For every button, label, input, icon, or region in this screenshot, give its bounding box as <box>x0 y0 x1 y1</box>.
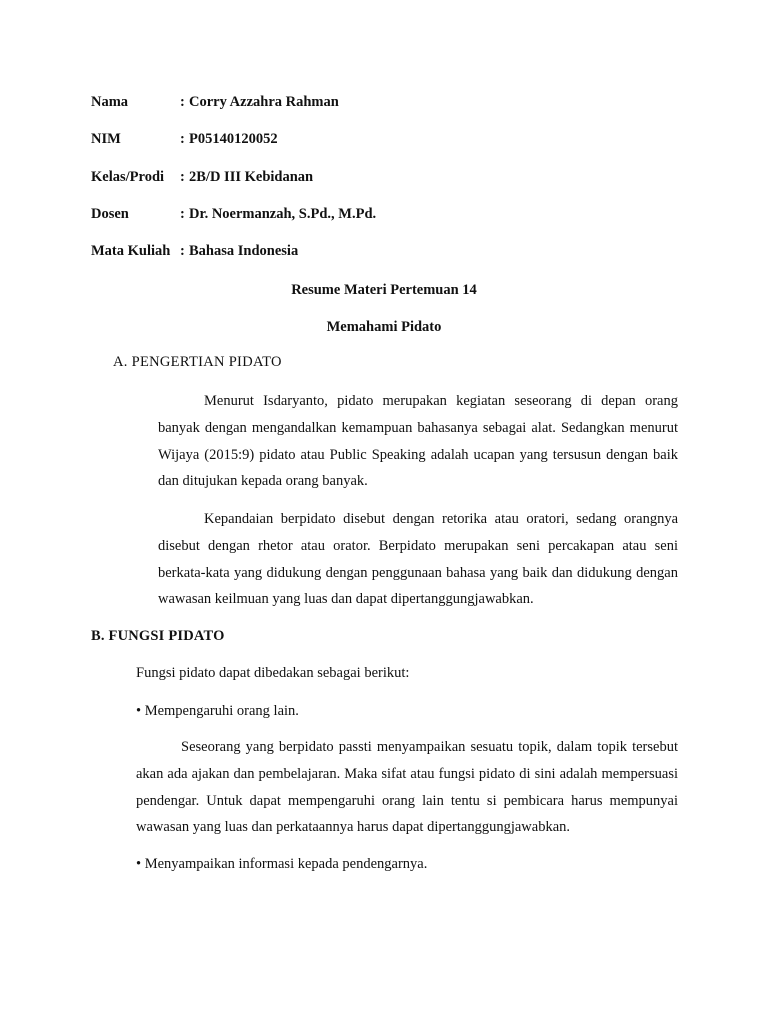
document-title: Resume Materi Pertemuan 14 <box>291 282 477 298</box>
identity-row-matakuliah <box>91 241 376 278</box>
identity-row-kelas <box>91 167 376 204</box>
identity-separator: : <box>180 168 185 185</box>
identity-label: Dosen <box>91 205 129 222</box>
section-heading-a: A. PENGERTIAN PIDATO <box>113 354 282 370</box>
identity-separator: : <box>180 94 185 110</box>
section-heading-b: B. FUNGSI PIDATO <box>91 628 225 644</box>
paragraph-rhetoric: Kepandaian berpidato disebut dengan retorika atau oratori, sedang orangnya disebut dengan rhetor atau orator. Berpidato merupakan seni percakapan atau seni berkata-kata yang didukung dengan penggunaan bahasa yang baik dan didukung dengan wawasan keilmuan yang luas dan dapat dipertanggungjawabkan. <box>158 511 678 608</box>
identity-label: Nama <box>91 94 129 110</box>
identity-value: P05140120052 <box>189 131 278 148</box>
identity-value: Bahasa Indonesia <box>189 243 299 260</box>
identity-label: NIM <box>91 131 121 148</box>
bullet-item: • Menyampaikan informasi kepada pendengarnya. <box>136 856 428 872</box>
identity-table <box>91 92 376 278</box>
section-b-intro: Fungsi pidato dapat dibedakan sebagai berikut: <box>136 665 410 681</box>
identity-separator: : <box>180 131 185 148</box>
identity-separator: : <box>180 243 185 260</box>
identity-row-nama <box>91 92 376 129</box>
identity-value: 2B/D III Kebidanan <box>189 168 314 185</box>
paragraph-persuasion: Seseorang yang berpidato passti menyampaikan sesuatu topik, dalam topik tersebut akan ada ajakan dan pembelajaran. Maka sifat atau fungsi pidato di sini adalah mempersuasi pendengar. Untuk dapat mempengaruhi orang lain tentu si pembicara harus mempunyai wawasan yang luas dan perkataannya harus dapat dipertanggungjawabkan. <box>136 739 678 836</box>
identity-value: Dr. Noermanzah, S.Pd., M.Pd. <box>189 205 377 222</box>
identity-separator: : <box>180 205 185 222</box>
bullet-item: • Mempengaruhi orang lain. <box>136 703 299 719</box>
paragraph-definition: Menurut Isdaryanto, pidato merupakan kegiatan seseorang di depan orang banyak dengan mengandalkan kemampuan bahasanya sebagai alat. Sedangkan menurut Wijaya (2015:9) pidato atau Public Speaking adalah ucapan yang tersusun dengan baik dan ditujukan kepada orang banyak. <box>158 393 678 490</box>
document-subtitle: Memahami Pidato <box>326 319 442 335</box>
identity-row-nim <box>91 129 376 166</box>
identity-row-dosen <box>91 204 376 241</box>
identity-value: Corry Azzahra Rahman <box>189 94 339 110</box>
identity-label: Kelas/Prodi <box>91 168 165 185</box>
identity-label: Mata Kuliah <box>91 243 171 260</box>
